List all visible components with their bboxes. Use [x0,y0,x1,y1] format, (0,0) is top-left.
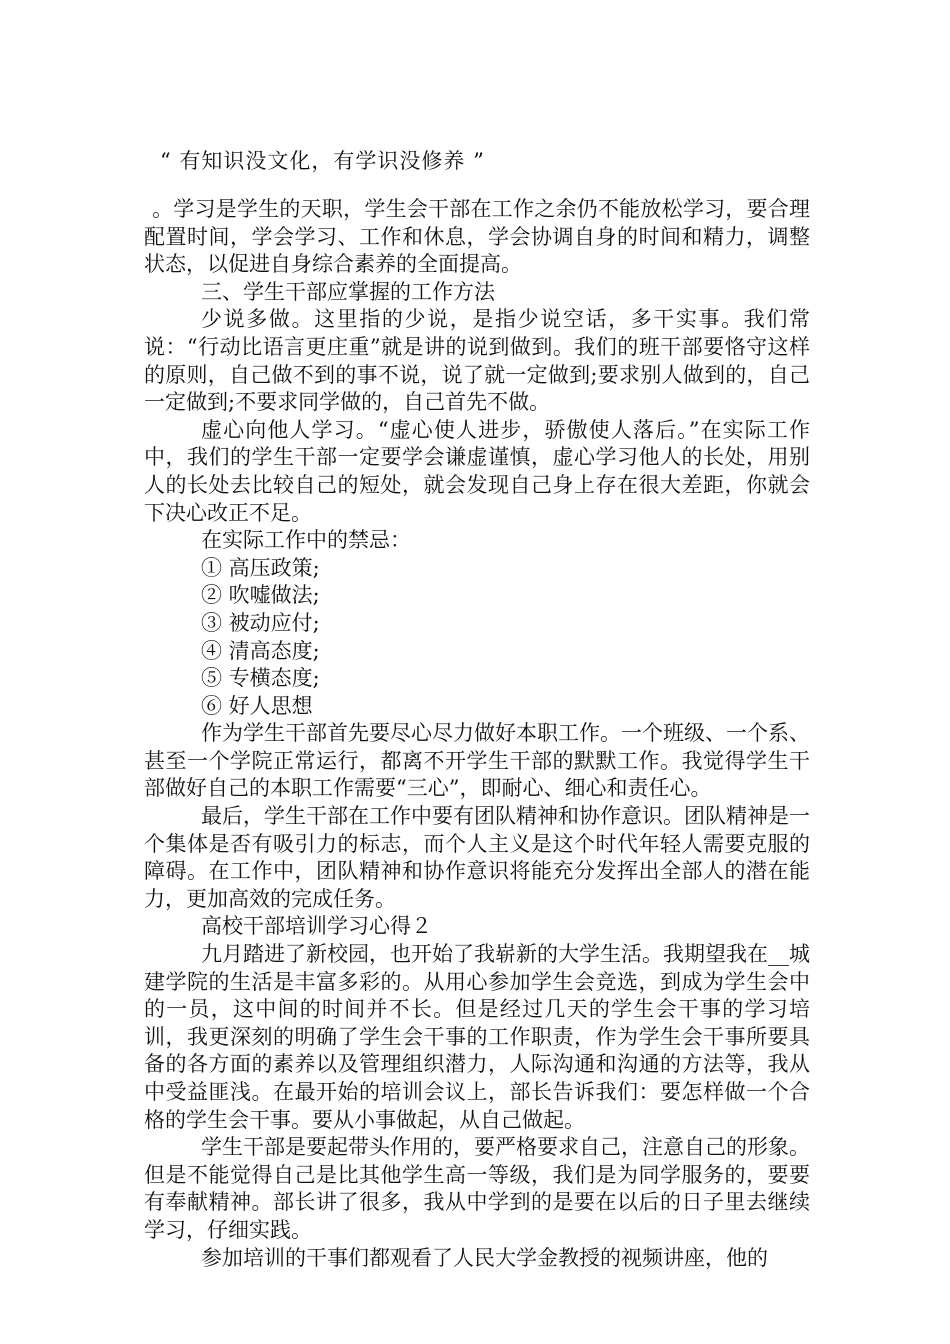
list-item: ⑥ 好人思想 [201,693,313,718]
list-item: ② 吹嘘做法; [201,583,320,608]
paragraph: 。学习是学生的天职，学生会干部在工作之余仍不能放松学习，要合理配置时间，学会学习、工作和休息，学会协调自身的时间和精力，调整状态，以促进自身综合素养的全面提高。 [144,197,810,277]
paragraph: 学生干部是要起带头作用的，要严格要求自己，注意自己的形象。但是不能觉得自己是比其他学生高一等级，我们是为同学服务的，要要有奉献精神。部长讲了很多，我从中学到的是要在以后的日子里去继续学习，仔细实践。 [144,1135,810,1242]
quote-line: “ 有知识没文化，有学识没修养 ” [160,149,485,173]
paragraph: 九月踏进了新校园，也开始了我崭新的大学生活。我期望我在__城建学院的生活是丰富多彩的。从用心参加学生会竞选，到成为学生会中的一员，这中间的时间并不长。但是经过几天的学生会干事的学习培训，我更深刻的明确了学生会干事的工作职责，作为学生会干事所要具备的各方面的素养以及管理组织潜力，人际沟通和沟通的方法等，我从中受益匪浅。在最开始的培训会议上，部长告诉我们：要怎样做一个合格的学生会干事。要从小事做起，从自己做起。 [144,942,810,1132]
list-heading: 在实际工作中的禁忌： [201,528,411,553]
list-item: ③ 被动应付; [201,610,320,635]
document-body [144,196,810,1272]
paragraph: 少说多做。这里指的少说，是指少说空话，多干实事。我们常说：“行动比语言更庄重”就是讲的说到做到。我们的班干部要恪守这样的原则，自己做不到的事不说，说了就一定做到;要求别人做到的，自己一定做到;不要求同学做的，自己首先不做。 [144,307,810,415]
paragraph: 最后，学生干部在工作中要有团队精神和协作意识。团队精神是一个集体是否有吸引力的标志，而个人主义是这个时代年轻人需要克服的障碍。在工作中，团队精神和协作意识将能充分发挥出全部人的潜在能力，更加高效的完成任务。 [144,804,810,911]
paragraph: 参加培训的干事们都观看了人民大学金教授的视频讲座，他的 [201,1245,768,1270]
list-item: ④ 清高态度; [201,638,320,663]
paragraph: 作为学生干部首先要尽心尽力做好本职工作。一个班级、一个系、甚至一个学院正常运行，都离不开学生干部的默默工作。我觉得学生干部做好自己的本职工作需要“三心”，即耐心、细心和责任心。 [144,721,810,801]
list-item: ① 高压政策; [201,555,320,580]
section-heading: 三、学生干部应掌握的工作方法 [201,279,495,304]
paragraph: 虚心向他人学习。“虚心使人进步，骄傲使人落后。”在实际工作中，我们的学生干部一定要学会谦虚谨慎，虚心学习他人的长处，用别人的长处去比较自己的短处，就会发现自己身上存在很大差距，你就会下决心改正不足。 [144,417,810,525]
list-item: ⑤ 专横态度; [201,666,320,691]
section-title: 高校干部培训学习心得２ [201,914,432,939]
